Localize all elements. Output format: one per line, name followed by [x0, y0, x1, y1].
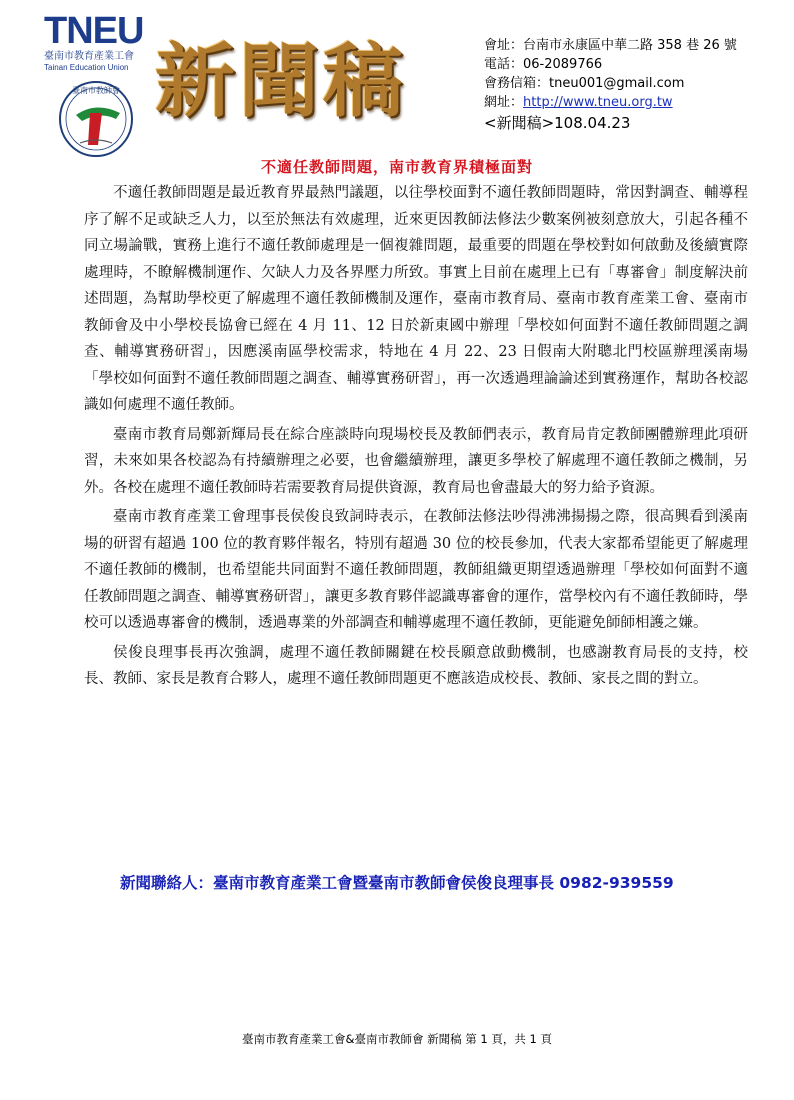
address-line: 會址：台南市永康區中華二路 358 巷 26 號: [484, 38, 737, 53]
article-headline: 不適任教師問題，南市教育界積極面對: [260, 158, 533, 176]
union-name-zh: 臺南市教育產業工會: [44, 51, 134, 62]
tneu-logo-text: TNEU: [44, 10, 144, 52]
union-name-en: Tainan Education Union: [44, 63, 129, 72]
contact-info-block: [484, 36, 784, 133]
masthead-title: 新聞稿: [155, 35, 407, 128]
release-date: <新聞稿>108.04.23: [484, 114, 631, 132]
paragraph-3: 臺南市教育產業工會理事長侯俊良致詞時表示，在教師法修法吵得沸沸揚揚之際，很高興看到溪南場的研習有超過 100 位的教育夥伴報名，特別有超過 30 位的校長參加，代表大家都希望能更了解處理不適任教師的機制，也希望能共同面對不適任教師問題，教師組織更期望透過辦理「學校如何面對不適任教師問題之調查、輔導實務研習」，讓更多教育夥伴認識專審會的運作，當學校內有不適任教師時，學校可以透過專審會的機制，透過專業的外部調查和輔導處理不適任教師，更能避免師師相護之嫌。: [84, 509, 748, 631]
paragraph-4: 侯俊良理事長再次強調，處理不適任教師關鍵在校長願意啟動機制，也感謝教育局長的支持，校長、教師、家長是教育合夥人，處理不適任教師問題更不應該造成校長、教師、家長之間的對立。: [84, 644, 748, 687]
svg-text:臺南市教師會: 臺南市教師會: [72, 86, 120, 95]
phone-line: 電話：06-2089766: [484, 57, 603, 72]
article-body: [84, 180, 748, 696]
email-line: 會務信箱：tneu001@gmail.com: [484, 76, 685, 91]
website-link[interactable]: http://www.tneu.org.tw: [523, 95, 673, 110]
website-label: 網址：: [484, 95, 524, 110]
union-logo: [44, 10, 152, 95]
teachers-association-seal-icon: [50, 79, 142, 159]
news-contact-person: 新聞聯絡人：臺南市教育產業工會暨臺南市教師會侯俊良理事長 0982-939559: [120, 874, 674, 892]
page-footer: 臺南市教育產業工會&臺南市教師會 新聞稿 第 1 頁，共 1 頁: [241, 1032, 553, 1046]
paragraph-2: 臺南市教育局鄭新輝局長在綜合座談時向現場校長及教師們表示，教育局肯定教師團體辦理此項研習，未來如果各校認為有持續辦理之必要，也會繼續辦理，讓更多學校了解處理不適任教師之機制，另外。各校在處理不適任教師時若需要教育局提供資源，教育局也會盡最大的努力給予資源。: [84, 426, 748, 496]
website-line: [484, 93, 784, 112]
paragraph-1: 不適任教師問題是最近教育界最熱門議題，以往學校面對不適任教師問題時，常因對調查、輔導程序了解不足或缺乏人力，以至於無法有效處理，近來更因教師法修法少數案例被刻意放大，引起各種不同立場論戰，實務上進行不適任教師處理是一個複雜問題，最重要的問題在學校對如何啟動及後續實際處理時，不瞭解機制運作、欠缺人力及各界壓力所致。事實上目前在處理上已有「專審會」制度解決前述問題，為幫助學校更了解處理不適任教師機制及運作，臺南市教育局、臺南市教育產業工會、臺南市教師會及中小學校長協會已經在 4 月 11、12 日於新東國中辦理「學校如何面對不適任教師問題之調查、輔導實務研習」，因應溪南區學校需求，特地在 4 月 22、23 日假南大附聰北門校區辦理溪南場「學校如何面對不適任教師問題之調查、輔導實務研習」，再一次透過理論論述到實務運作，幫助各校認識如何處理不適任教師。: [84, 185, 748, 413]
